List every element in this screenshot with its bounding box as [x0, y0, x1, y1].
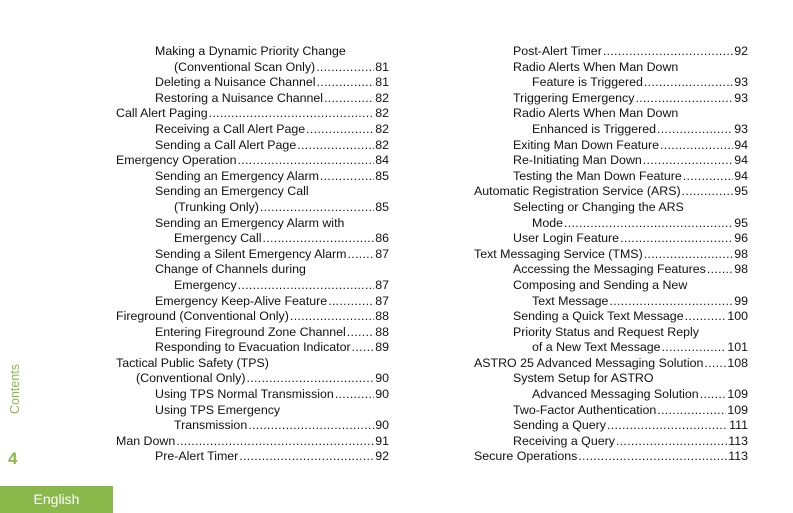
language-tab[interactable] — [0, 486, 113, 513]
toc-entry-title: (Trunking Only) — [174, 199, 259, 214]
toc-leader-dots — [347, 325, 374, 341]
toc-entry-page: 99 — [734, 293, 748, 308]
toc-entry-page: 82 — [375, 90, 389, 105]
toc-leader-dots — [238, 153, 375, 169]
toc-entry-page: 89 — [375, 340, 389, 355]
toc-leader-dots — [682, 184, 734, 200]
toc-entry-title: Emergency Keep-Alive Feature — [155, 293, 328, 308]
toc-entry-page: 85 — [375, 199, 389, 214]
toc-entry[interactable] — [474, 325, 748, 341]
toc-entry[interactable] — [474, 44, 748, 60]
toc-entry-page: 82 — [375, 137, 389, 152]
toc-leader-dots — [248, 418, 374, 434]
toc-entry-title: Two-Factor Authentication — [513, 402, 657, 417]
toc-entry-page: 101 — [727, 340, 748, 355]
toc-entry-title: Radio Alerts When Man Down — [513, 106, 679, 121]
toc-entry-title: Accessing the Messaging Features — [513, 262, 706, 277]
toc-entry-title: Priority Status and Request Reply — [513, 324, 699, 339]
toc-entry-title: Sending a Silent Emergency Alarm — [155, 246, 347, 261]
toc-entry[interactable] — [474, 418, 748, 434]
toc-entry[interactable] — [116, 356, 389, 372]
toc-leader-dots — [685, 309, 727, 325]
toc-leader-dots — [335, 387, 374, 403]
toc-entry-page: 108 — [727, 355, 748, 370]
toc-entry[interactable] — [474, 216, 748, 232]
toc-leader-dots — [657, 403, 726, 419]
toc-entry-page: 86 — [375, 231, 389, 246]
toc-entry-page: 93 — [734, 75, 748, 90]
toc-entry-title: Responding to Evacuation Indicator — [155, 340, 351, 355]
toc-entry-title: Receiving a Query — [513, 433, 615, 448]
toc-entry[interactable] — [474, 262, 748, 278]
toc-entry-page: 88 — [375, 324, 389, 339]
toc-leader-dots — [603, 44, 733, 60]
toc-entry-title: Advanced Messaging Solution — [532, 387, 699, 402]
toc-entry-title: Automatic Registration Service (ARS) — [474, 184, 681, 199]
toc-entry[interactable] — [116, 153, 389, 169]
toc-entry[interactable] — [474, 387, 748, 403]
toc-leader-dots — [238, 278, 375, 294]
toc-leader-dots — [290, 309, 374, 325]
toc-entry-page: 82 — [375, 106, 389, 121]
toc-entry-title: Sending an Emergency Alarm — [155, 168, 319, 183]
toc-entry[interactable] — [116, 325, 389, 341]
toc-entry-page: 90 — [375, 371, 389, 386]
toc-entry-title: Feature is Triggered — [532, 75, 643, 90]
section-label-text: Contents — [8, 363, 22, 415]
toc-entry-page: 94 — [734, 137, 748, 152]
toc-entry[interactable] — [116, 106, 389, 122]
toc-entry-page: 88 — [375, 309, 389, 324]
toc-entry[interactable] — [116, 262, 389, 278]
toc-entry[interactable] — [474, 60, 748, 76]
toc-entry[interactable] — [474, 153, 748, 169]
toc-entry-page: 111 — [729, 418, 748, 433]
toc-leader-dots — [564, 216, 733, 232]
toc-leader-dots — [616, 434, 727, 450]
toc-entry-title: Man Down — [116, 433, 176, 448]
toc-entry[interactable] — [474, 403, 748, 419]
toc-entry[interactable] — [116, 60, 389, 76]
toc-entry[interactable] — [116, 91, 389, 107]
toc-entry-title: User Login Feature — [513, 231, 620, 246]
toc-leader-dots — [704, 356, 726, 372]
toc-entry[interactable] — [116, 44, 389, 60]
toc-entry[interactable] — [116, 309, 389, 325]
toc-leader-dots — [352, 340, 375, 356]
toc-entry-page: 113 — [728, 449, 748, 464]
toc-entry-page: 92 — [734, 44, 748, 58]
toc-entry-title: Mode — [532, 215, 563, 230]
toc-entry[interactable] — [116, 294, 389, 310]
toc-entry-title: Re-Initiating Man Down — [513, 153, 642, 168]
toc-entry-title: Call Alert Paging — [116, 106, 208, 121]
toc-entry-title: Change of Channels during — [155, 262, 306, 277]
toc-entry-title: Emergency — [174, 277, 237, 292]
toc-entry-title: Using TPS Emergency — [155, 402, 281, 417]
toc-leader-dots — [324, 91, 374, 107]
toc-entry-page: 98 — [734, 262, 748, 277]
toc-entry-title: of a New Text Message — [532, 340, 661, 355]
toc-leader-dots — [320, 169, 374, 185]
toc-entry[interactable] — [474, 184, 748, 200]
page-number: 4 — [8, 449, 18, 468]
toc-entry[interactable] — [116, 371, 389, 387]
toc-leader-dots — [176, 434, 374, 450]
toc-leader-dots — [260, 200, 374, 216]
toc-entry[interactable] — [116, 247, 389, 263]
toc-entry-title: Secure Operations — [474, 449, 578, 464]
toc-entry[interactable] — [116, 200, 389, 216]
toc-entry-page: 94 — [734, 168, 748, 183]
toc-leader-dots — [644, 75, 733, 91]
toc-entry[interactable] — [116, 387, 389, 403]
toc-entry-page: 113 — [728, 433, 748, 448]
toc-entry[interactable] — [116, 340, 389, 356]
toc-leader-dots — [643, 153, 733, 169]
toc-entry-title: Sending a Call Alert Page — [155, 137, 297, 152]
toc-leader-dots — [635, 91, 733, 107]
toc-leader-dots — [306, 122, 374, 138]
toc-entry-title: Transmission — [174, 418, 248, 433]
toc-entry-title: Exiting Man Down Feature — [513, 137, 660, 152]
toc-entry-page: 109 — [727, 387, 748, 402]
toc-entry-page: 90 — [375, 387, 389, 402]
toc-column-right — [474, 44, 748, 465]
toc-leader-dots — [700, 387, 727, 403]
toc-entry-title: Fireground (Conventional Only) — [116, 309, 289, 324]
toc-entry-page: 93 — [734, 90, 748, 105]
toc-entry[interactable] — [474, 434, 748, 450]
toc-entry[interactable] — [474, 278, 748, 294]
toc-leader-dots — [609, 294, 733, 310]
toc-entry-page: 98 — [734, 246, 748, 261]
toc-entry-page: 87 — [375, 293, 389, 308]
toc-leader-dots — [262, 231, 374, 247]
toc-entry[interactable] — [474, 309, 748, 325]
toc-leader-dots — [316, 60, 374, 76]
toc-column-left — [116, 44, 389, 465]
toc-entry-title: Sending an Emergency Alarm with — [155, 215, 345, 230]
toc-entry-title: Emergency Call — [174, 231, 262, 246]
toc-entry[interactable] — [474, 106, 748, 122]
toc-leader-dots — [607, 418, 728, 434]
toc-leader-dots — [578, 449, 727, 465]
toc-leader-dots — [683, 169, 733, 185]
toc-leader-dots — [657, 122, 733, 138]
toc-entry-page: 95 — [734, 184, 748, 199]
toc-entry-title: Text Messaging Service (TMS) — [474, 246, 643, 261]
toc-entry[interactable] — [116, 403, 389, 419]
toc-entry[interactable] — [116, 278, 389, 294]
toc-entry-page: 109 — [727, 402, 748, 417]
toc-entry-title: Restoring a Nuisance Channel — [155, 90, 324, 105]
toc-entry[interactable] — [474, 340, 748, 356]
toc-entry-page: 84 — [375, 153, 389, 168]
toc-entry[interactable] — [474, 91, 748, 107]
toc-leader-dots — [247, 371, 375, 387]
toc-leader-dots — [328, 294, 374, 310]
toc-entry[interactable] — [474, 294, 748, 310]
toc-entry[interactable] — [474, 75, 748, 91]
toc-entry[interactable] — [474, 449, 748, 465]
toc-entry-page: 87 — [375, 277, 389, 292]
toc-entry[interactable] — [116, 418, 389, 434]
toc-leader-dots — [209, 106, 375, 122]
toc-leader-dots — [644, 247, 734, 263]
toc-entry-title: Emergency Operation — [116, 153, 237, 168]
toc-entry-page: 93 — [734, 121, 748, 136]
toc-entry[interactable] — [474, 200, 748, 216]
toc-entry-page: 95 — [734, 215, 748, 230]
toc-leader-dots — [662, 340, 727, 356]
toc-leader-dots — [347, 247, 374, 263]
toc-entry-title: Post-Alert Timer — [513, 44, 602, 58]
toc-entry-title: Composing and Sending a New — [513, 277, 688, 292]
toc-entry-title: Sending an Emergency Call — [155, 184, 309, 199]
toc-entry-page: 91 — [375, 433, 389, 448]
toc-entry-title: Enhanced is Triggered — [532, 121, 656, 136]
toc-entry-title: Tactical Public Safety (TPS) — [116, 355, 269, 370]
toc-entry[interactable] — [116, 138, 389, 154]
toc-leader-dots — [620, 231, 733, 247]
toc-entry-title: (Conventional Scan Only) — [174, 59, 316, 74]
toc-entry[interactable] — [116, 434, 389, 450]
toc-entry-page: 81 — [375, 75, 389, 90]
toc-entry-page: 87 — [375, 246, 389, 261]
toc-entry-title: Sending a Quick Text Message — [513, 309, 684, 324]
toc-entry[interactable] — [474, 356, 748, 372]
toc-leader-dots — [297, 138, 374, 154]
toc-entry-title: Deleting a Nuisance Channel — [155, 75, 316, 90]
toc-entry-title: Entering Fireground Zone Channel — [155, 324, 346, 339]
toc-leader-dots — [317, 75, 375, 91]
toc-entry-title: Radio Alerts When Man Down — [513, 59, 679, 74]
toc-entry-page: 85 — [375, 168, 389, 183]
toc-entry-title: Selecting or Changing the ARS — [513, 199, 684, 214]
toc-entry-title: Testing the Man Down Feature — [513, 168, 682, 183]
toc-entry-title: Making a Dynamic Priority Change — [155, 44, 346, 58]
toc-entry-title: Using TPS Normal Transmission — [155, 387, 334, 402]
toc-entry-page: 92 — [375, 449, 389, 464]
toc-entry[interactable] — [116, 75, 389, 91]
toc-entry[interactable] — [116, 216, 389, 232]
toc-entry[interactable] — [474, 138, 748, 154]
toc-entry-page: 94 — [734, 153, 748, 168]
toc-leader-dots — [660, 138, 733, 154]
toc-entry[interactable] — [116, 169, 389, 185]
toc-entry-title: Receiving a Call Alert Page — [155, 121, 306, 136]
toc-entry[interactable] — [474, 247, 748, 263]
toc-entry[interactable] — [116, 449, 389, 465]
toc-leader-dots — [239, 449, 374, 465]
section-label — [3, 362, 27, 422]
toc-entry-page: 90 — [375, 418, 389, 433]
toc-entry[interactable] — [116, 184, 389, 200]
toc-entry-title: System Setup for ASTRO — [513, 371, 654, 386]
toc-entry-page: 100 — [727, 309, 748, 324]
toc-entry[interactable] — [116, 122, 389, 138]
toc-entry-page: 96 — [734, 231, 748, 246]
toc-entry-page: 82 — [375, 121, 389, 136]
language-tab-label: English — [33, 491, 80, 507]
toc-entry-title: ASTRO 25 Advanced Messaging Solution — [474, 355, 704, 370]
toc-entry-title: Sending a Query — [513, 418, 606, 433]
toc-entry-title: (Conventional Only) — [136, 371, 246, 386]
toc-leader-dots — [707, 262, 733, 278]
toc-entry-title: Text Message — [532, 293, 609, 308]
toc-entry-title: Pre-Alert Timer — [155, 449, 239, 464]
toc-entry[interactable] — [474, 169, 748, 185]
toc-entry[interactable] — [474, 122, 748, 138]
toc-entry-title: Triggering Emergency — [513, 90, 635, 105]
toc-entry[interactable] — [474, 231, 748, 247]
toc-entry[interactable] — [474, 371, 748, 387]
toc-entry[interactable] — [116, 231, 389, 247]
toc-entry-page: 81 — [375, 59, 389, 74]
